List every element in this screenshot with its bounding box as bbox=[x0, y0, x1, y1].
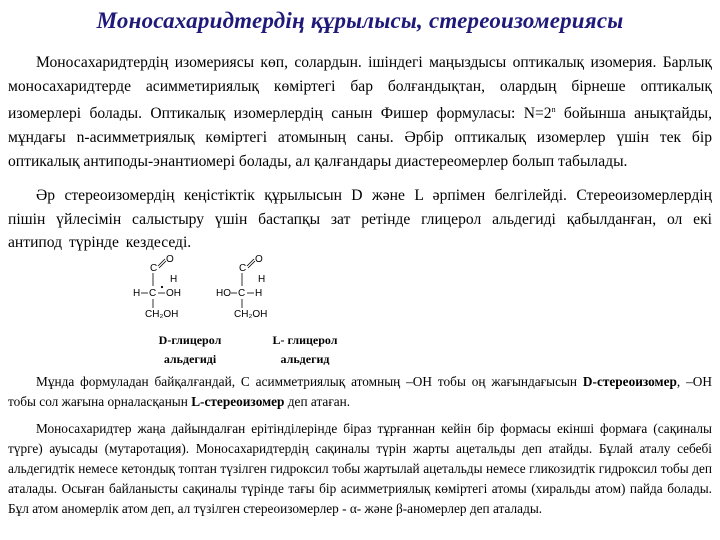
p3-text-a: Мұнда формуладан байқалғандай, С асимметриялық атомның –ОН тобы оң жағындағысын bbox=[36, 374, 583, 389]
d-caption-line2: альдегиді bbox=[163, 352, 217, 366]
l-caption-line2: альдегид bbox=[280, 352, 330, 366]
d-glyceraldehyde-structure bbox=[128, 254, 208, 322]
fischer-formula-exponent: n bbox=[551, 105, 556, 115]
l-stereoisomer-term: L-стереоизомер bbox=[191, 394, 285, 409]
l-right-h: H bbox=[255, 288, 263, 299]
paragraph-d-l-notation: Әр стереоизомердің кеңістіктік құрылысын D және L әрпімен белгілейді. Стереоизомерлердің пішін үйлесімін салыстыру үшін бастапқы зат ретінде глицерол альдегиді қабылданған, ол екі антипод түрінде кездеседі. bbox=[8, 187, 712, 252]
l-glyceraldehyde-structure bbox=[214, 254, 294, 322]
d-left-h: H bbox=[133, 288, 141, 299]
paragraph-isomerism bbox=[8, 51, 712, 173]
p3-text-c: деп атаған. bbox=[284, 394, 351, 409]
d-oxygen: O bbox=[166, 254, 174, 265]
d-top-carbon: C bbox=[150, 263, 158, 274]
d-stereoisomer-term: D-стереоизомер bbox=[582, 374, 677, 389]
d-bottom-ch2oh: CH₂OH bbox=[145, 309, 179, 320]
paragraph-d-l-definition bbox=[8, 372, 712, 412]
l-center-carbon: C bbox=[238, 288, 246, 299]
l-left-ho: HO bbox=[216, 288, 231, 299]
fischer-formula-base: N=2 bbox=[523, 105, 552, 123]
l-oxygen: O bbox=[255, 254, 263, 265]
l-caption-line1: L- глицерол bbox=[272, 333, 338, 347]
l-bottom-ch2oh: CH₂OH bbox=[234, 309, 268, 320]
paragraph-isomerism-text: Моносахаридтердің изомериясы көп, солардын. ішіндегі маңыздысы оптикалық изомерия. Барлық моносахаридтерде асимметириялық көміртегі бар болғандықтан, олардың бірнеше оптикалық изомерлері болады. Оптикалық изомерлердің санын Фишер формуласы: bbox=[8, 54, 712, 123]
d-chiral-marker bbox=[161, 286, 163, 288]
paragraph-mutarotation: Моносахаридтер жаңа дайындалған ерітінділерінде біраз тұрғаннан кейін бір формасы екінші формаға (сақиналы түрге) ауысады (мутаротация). Моносахаридтердің сақиналы түрін жарты ацетальды деп атайды. Бұлай аталу себебі альдегидтік немесе кетондық топтан түзілген гидроксил тобы жартылай ацетальды немесе гликозидтік гидроксил тобы деп аталады. Осыған байланысты сақиналы түрінде тағы бір асимметриялық көміртегі атомы (хиральды атом) пайда болады. Бұл атом аномерлік атом деп, ал түзілген стереоизомерлер - α- және β-аномерлер деп аталады. bbox=[8, 421, 712, 516]
l-aldehyde-h: H bbox=[258, 274, 266, 285]
page-title: Моносахаридтердің құрылысы, стереоизомериясы bbox=[96, 8, 624, 33]
paragraph-isomerism-rest: бойынша анықтайды, мұндағы n-асимметриялық көміртегі атомының саны. Әрбір оптикалық изомерлер үшін тек бір оптикалық антиподы-энантиомері болады, ал қалғандары диастереомерлер болып табылады. bbox=[8, 105, 712, 170]
d-center-carbon: C bbox=[149, 288, 157, 299]
d-caption-line1: D-глицерол bbox=[158, 333, 222, 347]
l-top-carbon: C bbox=[239, 263, 247, 274]
d-aldehyde-h: H bbox=[170, 274, 178, 285]
fischer-formula bbox=[524, 105, 556, 122]
d-right-oh: OH bbox=[166, 288, 181, 299]
p3-text-b: , –ОН тобы сол жағына орналасқанын bbox=[8, 374, 712, 409]
